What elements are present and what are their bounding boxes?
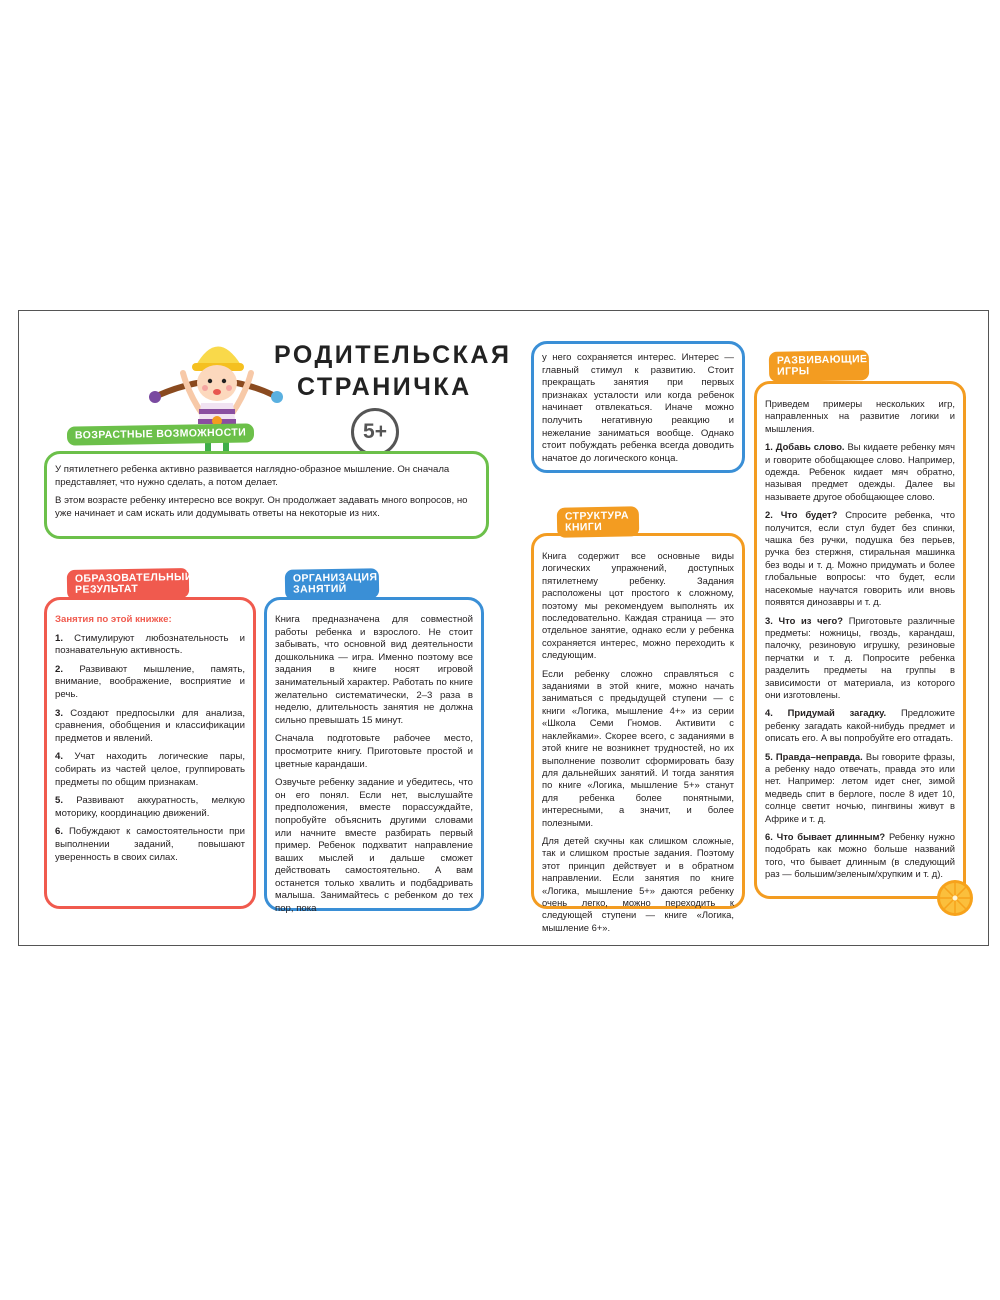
games-item: 3. Что из чего? Приготовьте различные предметы: ножницы, гвоздь, карандаш, палочку, резиновую игрушку, резиновые перчатки и т. д. Попросите ребенка разделить предметы на группы в зависимости от материала, из которого они изготовлены. [765, 614, 955, 700]
age-paragraph: У пятилетнего ребенка активно развивается наглядно-образное мышление. Он сначала представляет, что нужно сделать, а потом делает. [55, 464, 450, 488]
games-item: 6. Что бывает длинным? Ребенку нужно подобрать как можно больше названий того, что бывает длинным (в следующий раз — большим/зеленым/хрупким и т. д). [765, 831, 955, 880]
label-games: РАЗВИВАЮЩИЕ ИГРЫ [769, 350, 870, 382]
page-title-line1: РОДИТЕЛЬСКАЯ [274, 341, 512, 369]
education-item: 1. Стимулируют любознательность и познавательную активность. [55, 632, 245, 657]
page-title-line2: СТРАНИЧКА [297, 373, 472, 401]
age-paragraph: В этом возрасте ребенку интересно все вокруг. Он продолжает задавать много вопросов, но уже начинает и сам искать или додумывать ответы на некоторые из них. [55, 495, 468, 519]
games-item: 4. Придумай загадку. Предложите ребенку загадать какой-нибудь предмет и описать его. А вы попробуйте его отгадать. [765, 707, 955, 744]
label-age-capabilities: ВОЗРАСТНЫЕ ВОЗМОЖНОСТИ [67, 423, 254, 445]
label-organization: ОРГАНИЗАЦИЯ ЗАНЯТИЙ [285, 568, 380, 600]
games-intro: Приведем примеры нескольких игр, направленных на развитие логики и мышления. [765, 398, 955, 434]
organization-paragraph: Книга предназначена для совместной работы ребенка и взрослого. Не стоит забывать, что основной вид деятельности дошкольника — игра. Именно поэтому все задания в книге носят игровой занимательный характер. Работать по книге желательно систематически, 2–3 раза в неделю, длительность занятия не должна сильно превышать 15 минут. [275, 614, 473, 726]
box-age-capabilities [44, 451, 489, 539]
education-intro: Занятия по этой книжке: [55, 614, 172, 625]
continuation-paragraph: у него сохраняется интерес. Интерес — главный стимул к развитию. Стоит прекращать занятия при первых признаках усталости или когда ребенок начинает отвлекаться. Иначе можно получить негативную реакцию и нежелание заниматься вообще. Однако стоит побуждать ребенка всегда доводить начатое до логического конца. [542, 352, 734, 464]
organization-paragraph: Озвучьте ребенку задание и убедитесь, что он его понял. Если нет, выслушайте предположения, вместе порассуждайте, попробуйте объяснить другими словами или начните вместе разбирать первый пример. Ребенок подхватит направление ваших мыслей и дальше сможет действовать самостоятельно. А вам останется только хвалить и подбадривать малыша. Занимайтесь с ребенком до тех пор, пока [275, 777, 473, 915]
education-item: 2. Развивают мышление, память, внимание, воображение, восприятие и речь. [55, 663, 246, 700]
box-organization-continued [531, 341, 745, 473]
structure-paragraph: Если ребенку сложно справляться с заданиями в этой книге, можно начать заниматься с предыдущей ступени — с книги «Логика, мышление 4+» из серии «Школа Семи Гномов. Активити с наклейками». Скорее всего, с заданиями в этой книге не возникнет трудностей, но их выполнение позволит сформировать базу для дальнейших занятий. И тогда занятия по книге «Логика, мышление 5+» станут для ребенка более понятными, интересными, а значит, и более полезными. [542, 667, 734, 828]
box-structure [531, 533, 745, 933]
games-item: 1. Добавь слово. Вы кидаете ребенку мяч и говорите обобщающее слово. Например, одежда. Ребенок кидает мяч обратно, называя предмет одежды. Далее вы называете другое обобщающее слово. [765, 441, 955, 502]
label-education-result: ОБРАЗОВАТЕЛЬНЫЙ РЕЗУЛЬТАТ [67, 568, 190, 600]
age-badge: 5+ [351, 408, 399, 456]
education-item: 5. Развивают аккуратность, мелкую моторику, координацию движений. [55, 795, 245, 819]
games-item: 5. Правда–неправда. Вы говорите фразы, а ребенку надо отвечать, правда это или нет. Например: летом идет снег, зимой медведь спит в берлоге, после 8 идет 10, солнце светит ночью, пингвины живут в Африке и т. д. [765, 750, 955, 824]
orange-slice-icon [935, 878, 975, 918]
box-organization [264, 597, 484, 915]
structure-paragraph: Для детей скучны как слишком сложные, так и слишком простые задания. Поэтому этот принцип действует и в обратном направлении. Если занятия по книге «Логика, мышление 5+» даются ребенку очень легко, можно переходить к следующей ступени — книге «Логика, мышление 6+». [542, 834, 734, 933]
education-item: 6. Побуждают к самостоятельности при выполнении заданий, повышают уверенность в своих силах. [55, 826, 245, 863]
education-item: 3. Создают предпосылки для анализа, сравнения, обобщения и классификации предметов и явлений. [55, 707, 245, 744]
box-education-result [44, 597, 256, 909]
games-item: 2. Что будет? Спросите ребенка, что получится, если стул будет без спинки, чашка без ручки, подушка без перьев, ручка без стержня, стиральная машинка без воды и т. д. Можно придумать и более глобальные вопросы: что будет, если насекомые научатся говорить или вновь появятся динозавры и т. д. [765, 509, 955, 608]
box-games [754, 381, 966, 899]
label-structure: СТРУКТУРА КНИГИ [557, 506, 640, 537]
book-spread [18, 310, 989, 946]
structure-paragraph: Книга содержит все основные виды логических упражнений, доступных пятилетнему ребенку. Задания расположены цот простого к сложному, поэтому мы рекомендуем выполнять их последовательно. Каждая страница — это отдельное занятие, однако если у ребенка сохраняется интерес, можно переходить к следующим. [542, 550, 734, 661]
education-item: 4. Учат находить логические пары, собирать из частей целое, группировать предметы по общим признакам. [55, 751, 245, 788]
organization-paragraph: Сначала подготовьте рабочее место, просмотрите книгу. Приготовьте простой и цветные карандаши. [275, 733, 473, 770]
